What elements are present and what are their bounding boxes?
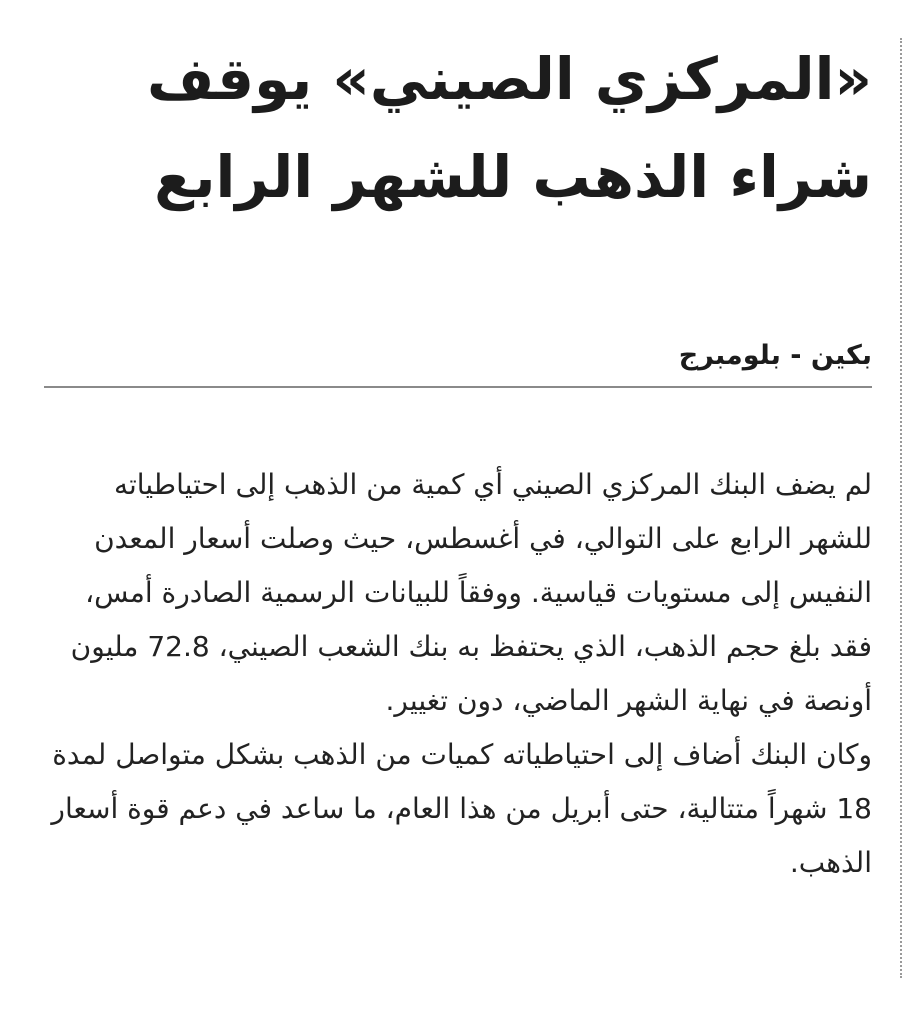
headline (44, 30, 872, 226)
body-paragraph-2: وكان البنك أضاف إلى احتياطياته كميات من الذهب بشكل متواصل لمدة 18 شهراً متتالية، حتى أبريل من هذا العام، ما ساعد في دعم قوة أسعار الذهب. (51, 738, 872, 879)
headline-line-1: «المركزي الصيني» يوقف (147, 45, 872, 113)
article-body (44, 458, 872, 890)
column-divider (900, 38, 902, 978)
dateline: بكين - بلومبرج (44, 336, 872, 388)
headline-line-2: شراء الذهب للشهر الرابع (154, 143, 872, 211)
news-article (44, 30, 872, 879)
body-paragraph-1: لم يضف البنك المركزي الصيني أي كمية من الذهب إلى احتياطياته للشهر الرابع على التوالي، في أغسطس، حيث وصلت أسعار المعدن النفيس إلى مستويات قياسية. ووفقاً للبيانات الرسمية الصادرة أمس، فقد بلغ حجم الذهب، الذي يحتفظ به بنك الشعب الصيني، 72.8 مليون أونصة في نهاية الشهر الماضي، دون تغيير. (70, 468, 872, 717)
